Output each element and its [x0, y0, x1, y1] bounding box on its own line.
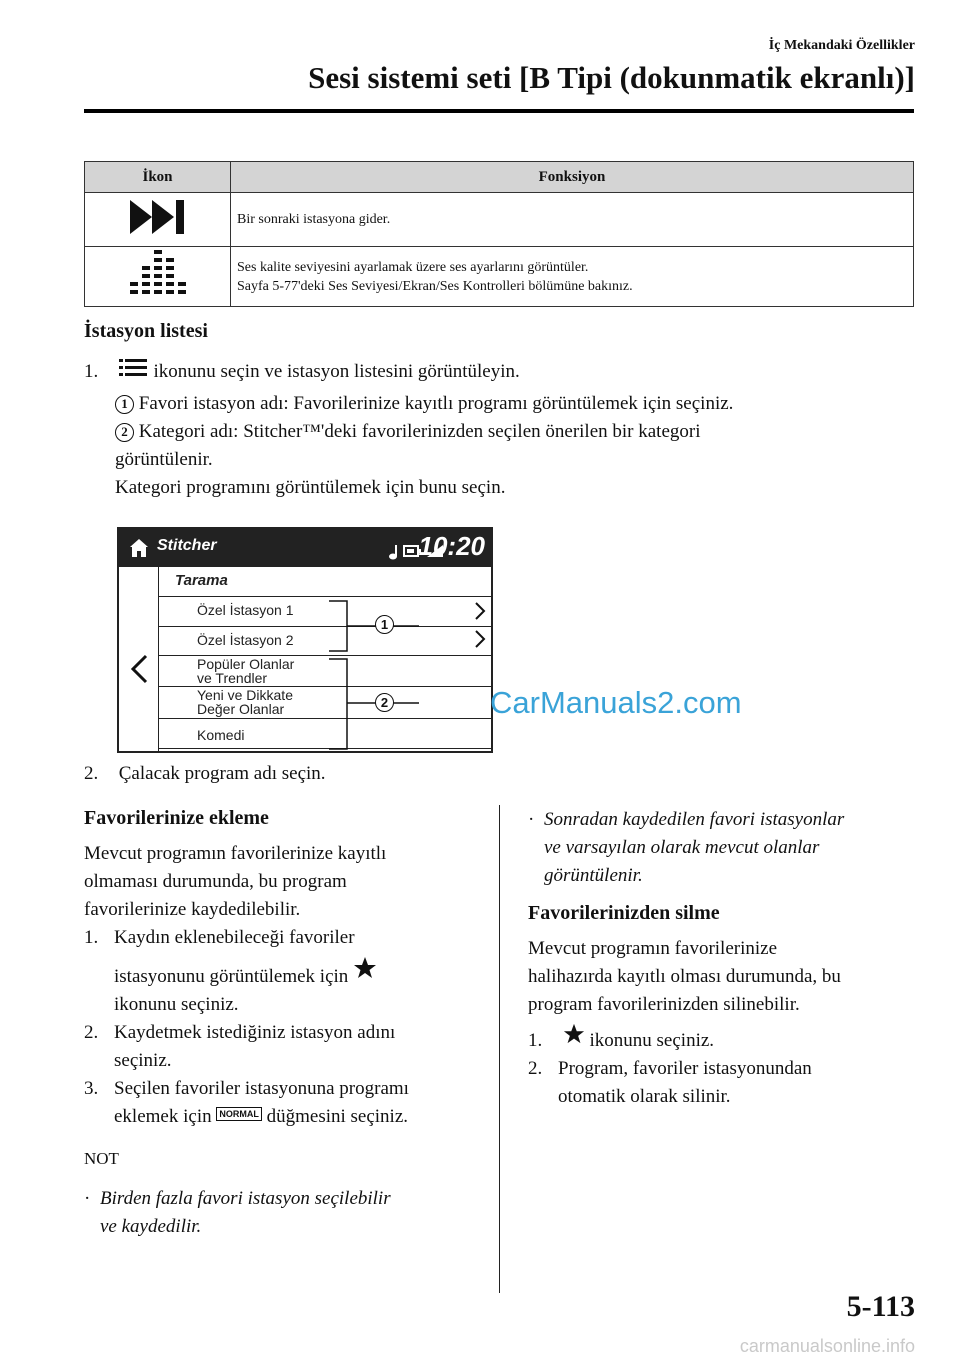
step-text: ikonunu seçiniz.: [114, 994, 239, 1015]
note-item: [84, 1185, 484, 1241]
screen-row-category[interactable]: Komedi: [197, 727, 245, 743]
remove-step-2: [528, 1055, 918, 1111]
screen-row-fav-2[interactable]: Özel İstasyon 2: [197, 632, 294, 648]
step-text: Kaydetmek istediğiniz istasyon adını: [114, 1022, 396, 1043]
callout-number: 2: [115, 423, 134, 442]
step-number: 2.: [84, 1022, 99, 1043]
screen-app-name: Stitcher: [157, 537, 217, 554]
screen-divider: [158, 748, 491, 749]
step-number: 1.: [84, 927, 99, 948]
step-number: 1.: [528, 1030, 543, 1051]
intro-line: Mevcut programın favorilerinize kayıtlı: [84, 843, 387, 864]
screen-divider: [158, 596, 491, 597]
function-text-line: Ses kalite seviyesini ayarlamak üzere ses ayarlarını görüntüler.: [237, 259, 589, 275]
note-text: ve kaydedilir.: [100, 1216, 202, 1237]
function-cell: [231, 247, 914, 307]
sound-settings-icon: [130, 250, 186, 298]
screen-divider: [158, 718, 491, 719]
note-text: Birden fazla favori istasyon seçilebilir: [100, 1188, 391, 1209]
step-text: Program, favoriler istasyonundan: [558, 1058, 812, 1079]
step-text: Çalacak program adı seçin.: [118, 763, 326, 784]
table-header-row: [85, 162, 914, 193]
note-label: NOT: [84, 1149, 119, 1168]
add-step-1: [84, 924, 484, 1019]
next-track-icon: [130, 200, 186, 234]
step-2: [84, 760, 326, 788]
remove-favorites-section: [528, 806, 918, 1111]
callout-text: görüntülenir.: [115, 449, 213, 470]
callout-2-desc: [115, 418, 701, 502]
footer-watermark: carmanualsonline.info: [739, 1336, 915, 1356]
callout-text: Kategori adı: Stitcher™'deki favorilerinizden seçilen önerilen bir kategori: [138, 421, 701, 442]
page-title: Sesi sistemi seti [B Tipi (dokunmatik ekranlı)]: [308, 60, 915, 95]
home-icon: [129, 538, 149, 558]
remove-step-1: [528, 1023, 918, 1055]
step-1: [84, 358, 520, 386]
note-text: Sonradan kaydedilen favori istasyonlar: [544, 809, 845, 830]
step-text: Kaydın eklenebileceği favoriler: [114, 927, 355, 948]
screen-divider: [158, 626, 491, 627]
star-icon: [563, 1023, 585, 1045]
step-text: düğmesini seçiniz.: [266, 1106, 409, 1127]
screen-row-fav-1[interactable]: Özel İstasyon 1: [197, 602, 294, 618]
intro-line: halihazırda kayıtlı olması durumunda, bu: [528, 966, 841, 987]
step-text: otomatik olarak silinir.: [558, 1086, 731, 1107]
page-number: 5-113: [846, 1290, 915, 1323]
screen-row-category-line[interactable]: Değer Olanlar: [197, 701, 285, 717]
table-row: [85, 193, 914, 247]
step-text: ikonunu seçiniz.: [589, 1030, 715, 1051]
music-note-icon: [387, 544, 399, 560]
table-row: [85, 247, 914, 307]
note-item: [528, 806, 918, 890]
icon-cell: [85, 193, 231, 247]
screen-status-bar: [119, 529, 491, 567]
section-label: İç Mekandaki Özellikler: [768, 38, 915, 53]
callout-number: 1: [115, 395, 134, 414]
remove-favorites-intro: [528, 935, 918, 1019]
station-list-heading: İstasyon listesi: [84, 320, 208, 342]
step-number: 2.: [528, 1058, 543, 1079]
screen-clock: 10:20: [418, 531, 485, 561]
screen-row-category-line[interactable]: Yeni ve Dikkate: [197, 687, 293, 703]
remove-favorites-heading: Favorilerinizden silme: [528, 902, 720, 924]
add-step-2: [84, 1019, 484, 1075]
back-icon[interactable]: [129, 653, 149, 685]
list-icon: [119, 358, 147, 378]
screen-divider: [158, 567, 159, 753]
function-cell: Bir sonraki istasyona gider.: [231, 193, 914, 247]
intro-line: Mevcut programın favorilerinize: [528, 938, 778, 959]
bullet: ·: [528, 809, 535, 830]
screen-list-header: Tarama: [175, 572, 228, 589]
icon-cell: [85, 247, 231, 307]
note-text: görüntülenir.: [544, 865, 643, 886]
title-rule: [84, 109, 914, 113]
step-text: Seçilen favoriler istasyonuna programı: [114, 1078, 409, 1099]
intro-line: olmaması durumunda, bu program: [84, 871, 347, 892]
add-step-3: [84, 1075, 484, 1131]
chevron-right-icon[interactable]: [474, 601, 486, 621]
callout-text: Favori istasyon adı: Favorilerinize kayıtlı programı görüntülemek için seçiniz.: [138, 393, 734, 414]
intro-line: favorilerinize kaydedilebilir.: [84, 899, 301, 920]
callout-1-desc: [115, 390, 733, 418]
callout-badge: 1: [375, 615, 394, 634]
column-divider: [499, 805, 500, 1293]
add-favorites-intro: [84, 840, 484, 924]
callout-text: Kategori programını görüntülemek için bunu seçin.: [115, 477, 506, 498]
bullet: ·: [84, 1188, 91, 1209]
chevron-right-icon[interactable]: [474, 629, 486, 649]
screen-row-category-line[interactable]: ve Trendler: [197, 670, 268, 686]
step-text: seçiniz.: [114, 1050, 172, 1071]
col-function-header: Fonksiyon: [231, 162, 914, 193]
star-icon: [353, 956, 377, 980]
step-text: eklemek için: [114, 1106, 212, 1127]
add-favorites-heading: Favorilerinize ekleme: [84, 807, 269, 829]
callout-brackets: [329, 599, 419, 755]
stitcher-screen: [117, 527, 493, 753]
note-text: ve varsayılan olarak mevcut olanlar: [544, 837, 820, 858]
icon-function-table: [84, 161, 914, 307]
col-icon-header: İkon: [85, 162, 231, 193]
screen-row-category-line[interactable]: Popüler Olanlar: [197, 656, 295, 672]
step-number: 1.: [84, 361, 99, 382]
callout-badge: 2: [375, 693, 394, 712]
function-text-line: Sayfa 5-77'deki Ses Seviyesi/Ekran/Ses Kontrolleri bölümüne bakınız.: [237, 278, 633, 294]
step-number: 2.: [84, 763, 99, 784]
normal-button-icon: NORMAL: [216, 1107, 262, 1121]
intro-line: program favorilerinizden silinebilir.: [528, 994, 800, 1015]
add-favorites-section: [84, 807, 484, 1241]
step-text: ikonunu seçin ve istasyon listesini görüntüleyin.: [153, 361, 520, 382]
step-number: 3.: [84, 1078, 99, 1099]
watermark: CarManuals2.com: [490, 685, 742, 720]
step-text: istasyonunu görüntülemek için: [114, 966, 349, 987]
